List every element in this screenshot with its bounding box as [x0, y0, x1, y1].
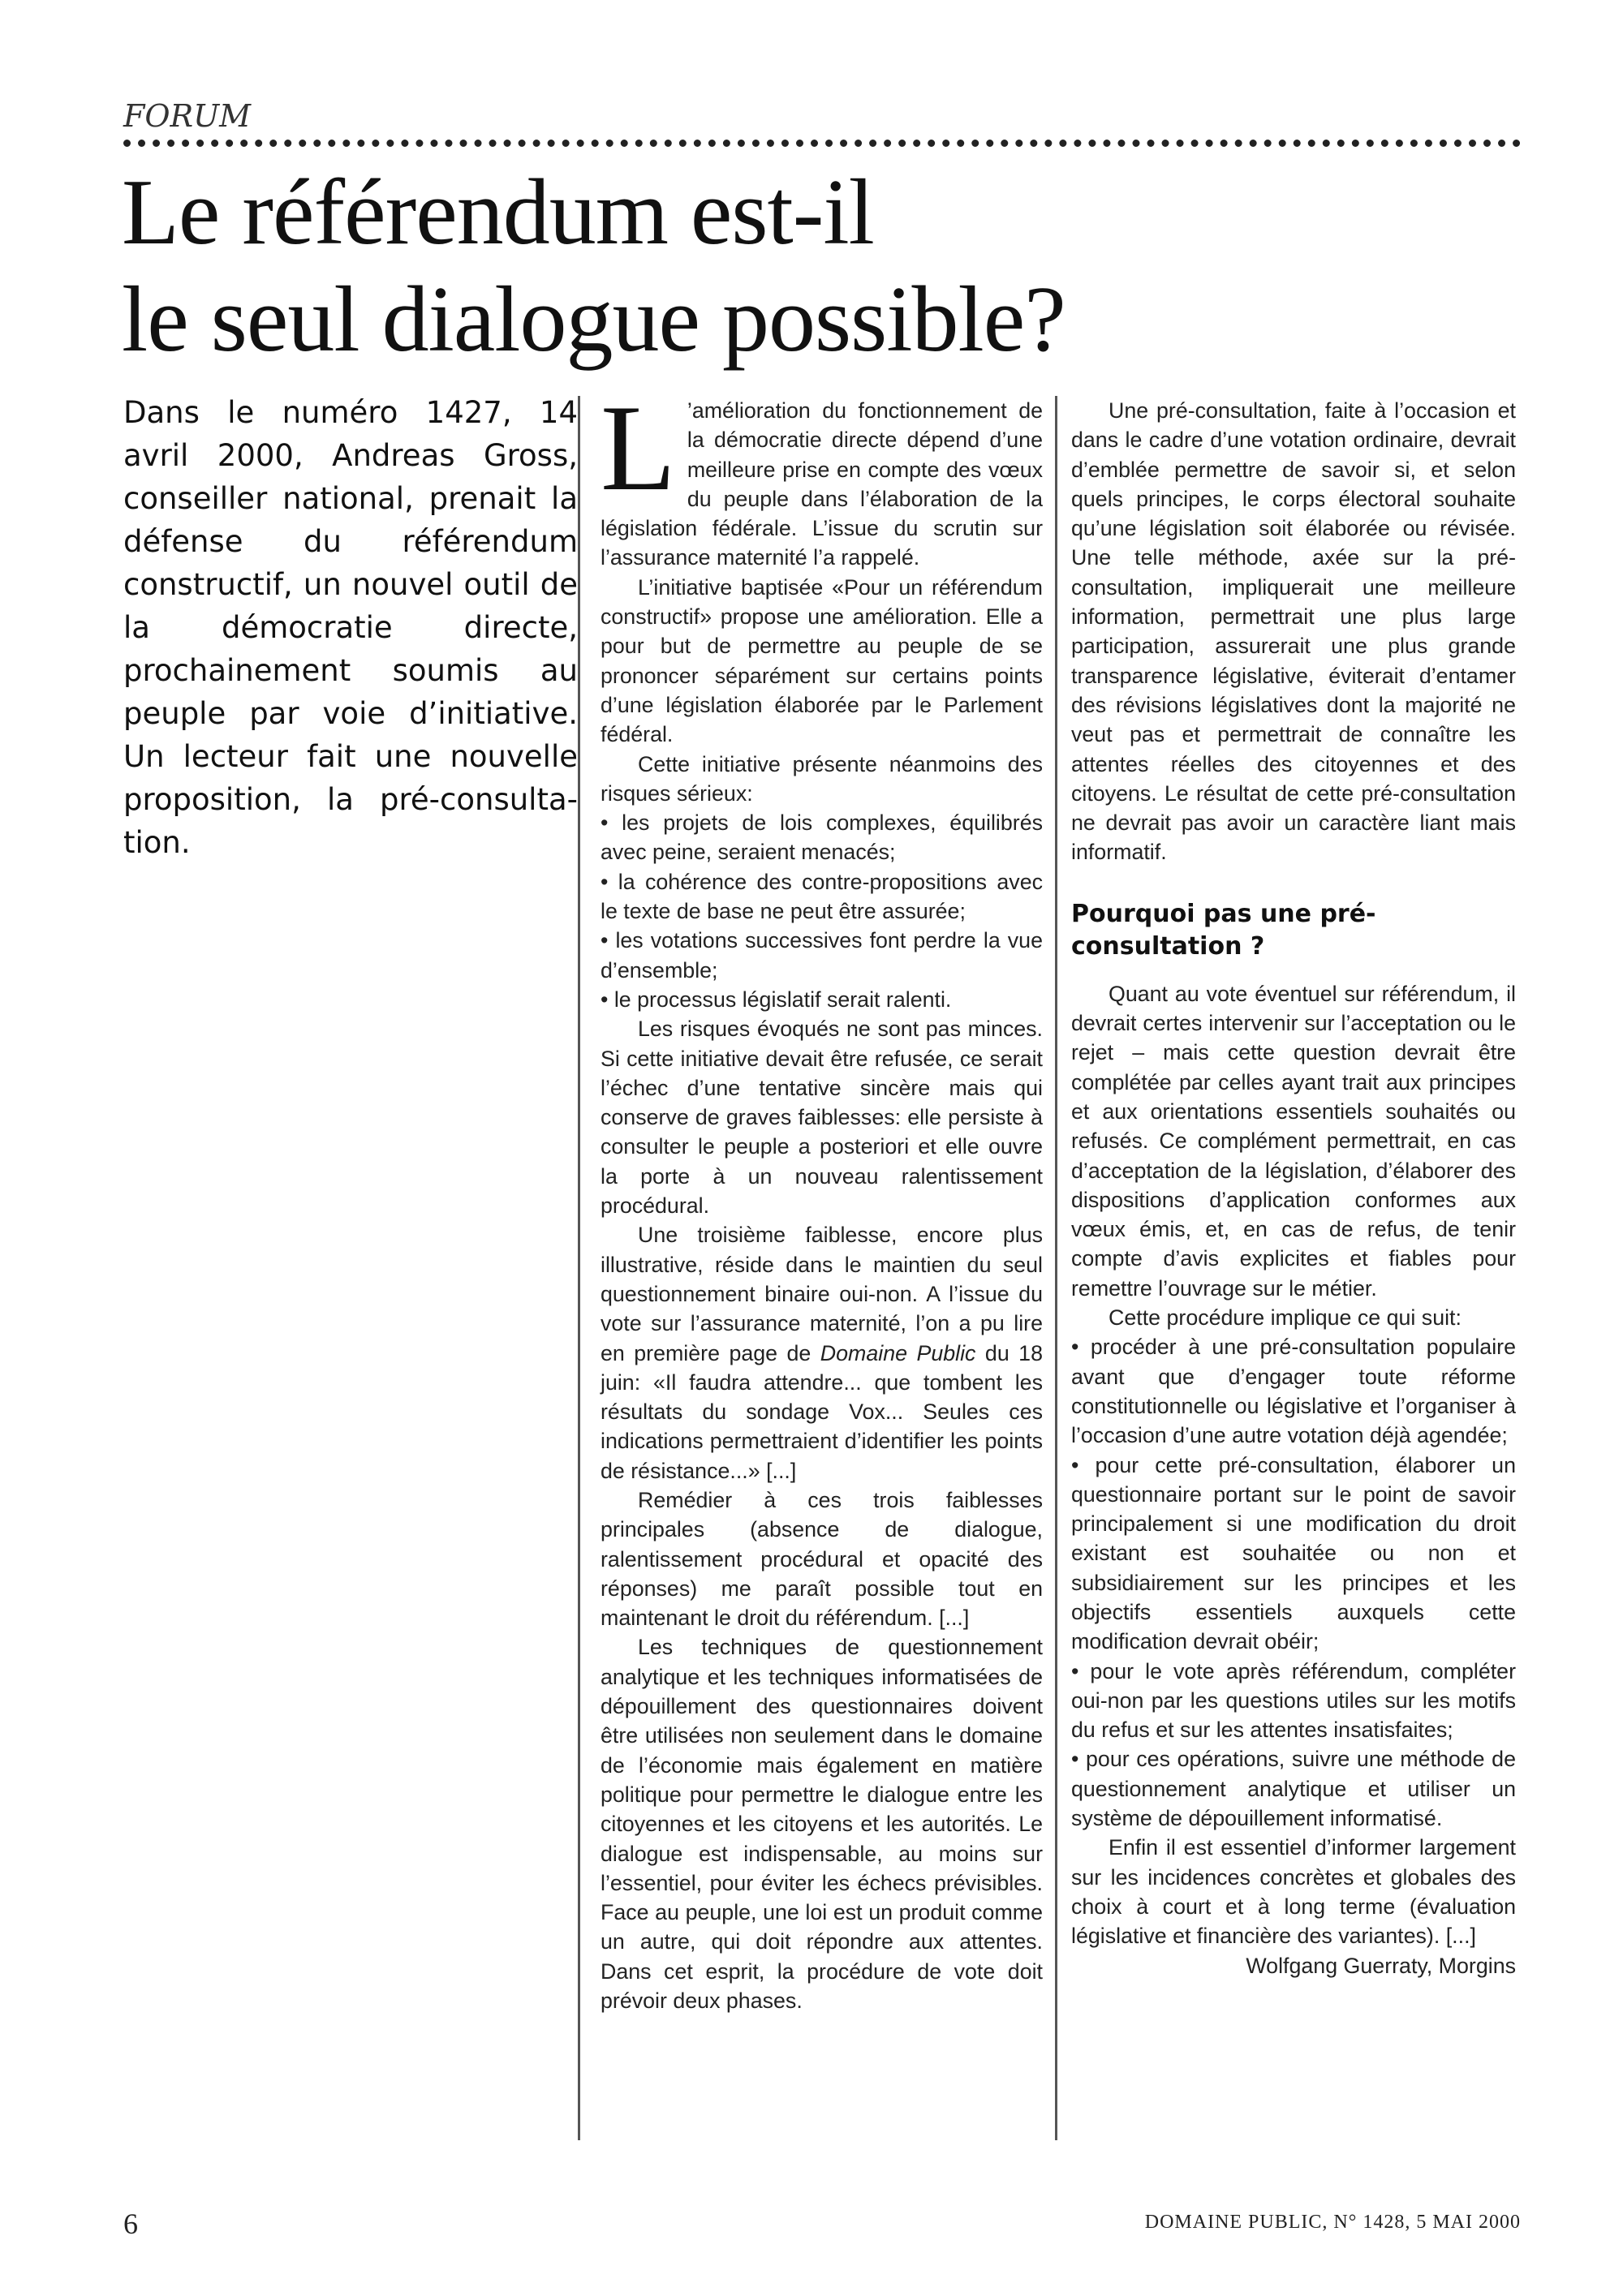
paragraph: Quant au vote éventuel sur référendum, il devrait certes intervenir sur l’acceptation ou le rejet – mais cette question devrait être complétée par celles ayant trait aux principes et aux orientations essentiels souhaités ou refusés. Ce complément permettrait, en cas d’acceptation de la législation, d’élaborer des dispositions d’application conformes aux vœux émis, et, en cas de refus, de tenir compte d’avis explicites et fiables pour remettre l’ouvrage sur le métier.	[1071, 981, 1516, 1301]
bullet-item: • pour cette pré-consultation, élaborer un questionnaire portant sur le point de savoir principalement si une modification du droit existant est souhaitée ou non et subsidiairement sur les principes et les objectifs essentiels auxquels cette modification devrait obéir;	[1071, 1452, 1516, 1654]
lede-text: Dans le numéro 1427, 14 avril 2000, Andreas Gross, conseiller national, prenait la défense du référendum constructif, un nouvel outil de la démocratie directe, prochainement soumis au peuple par voie d’initiative. Un lecteur fait une nouvelle proposition, la pré-consulta-tion.	[123, 395, 578, 860]
page-number: 6	[123, 2208, 138, 2240]
paragraph: Les techniques de questionnement analytique et les techniques informatisées de dépouillement des questionnaires doivent être utilisées non seulement dans le domaine de l’économie mais également en matière politique pour permettre le dialogue entre les citoyennes et les citoyens et les autorités. Le dialogue est indispensable, au moins sur l’essentiel, pour éviter les échecs prévisibles. Face au peuple, une loi est un produit comme un autre, qui doit répondre aux attentes. Dans cet esprit, la procédure de vote doit prévoir deux phases.	[601, 1635, 1043, 2014]
subheading: Pourquoi pas une pré-consultation ?	[1071, 899, 1376, 961]
paragraph-text: Une troisième faiblesse, encore plus illustrative, réside dans le maintien du seul questionnement binaire oui-non. A l’issue du vote sur l’assurance maternité, l’on a pu lire en première page de	[601, 1223, 1043, 1365]
paragraph	[601, 1220, 1043, 1486]
column-rule-2	[1055, 396, 1057, 2140]
drop-cap: L	[601, 380, 676, 516]
dotted-rule	[123, 140, 1521, 147]
column-rule-1	[578, 396, 580, 2140]
section-label: FORUM	[123, 98, 252, 134]
paragraph-intro	[601, 380, 1043, 573]
paragraph: Enfin il est essentiel d’informer largement sur les incidences concrètes et globales des choix à court et à long terme (évaluation législative et financière des variantes). [...]	[1071, 1835, 1516, 1949]
bullet-item: • les votations successives font perdre la vue d’ensemble;	[601, 928, 1043, 982]
author-signature: Wolfgang Guerraty, Morgins	[1246, 1953, 1516, 1978]
bullet-item: • pour le vote après référendum, compléter oui-non par les questions utiles sur les motifs du refus et sur les attentes insatisfaites;	[1071, 1658, 1516, 1743]
article-column-1	[601, 380, 1043, 2015]
publication-name: Domaine Public	[820, 1340, 976, 1365]
bullet-item: • pour ces opérations, suivre une méthode de questionnement analytique et utiliser un système de dépouillement informatisé.	[1071, 1747, 1516, 1831]
paragraph: Les risques évoqués ne sont pas minces. Si cette initiative devait être refusée, ce serait l’échec d’une tentative sincère mais qui conserve de graves faiblesses: elle persiste à consulter le peuple a posteriori et elle ouvre la porte à un nouveau ralentissement procédural.	[601, 1017, 1043, 1219]
paragraph-text: du 18 juin: «Il faudra attendre... que tombent les résultats du sondage Vox... Seules ces indications permettraient d’identifier les points de résistance...» [...]	[601, 1340, 1043, 1483]
bullet-item: • procéder à une pré-consultation populaire avant que d’engager toute réforme constitutionnelle ou législative et l’organiser à l’occasion d’une autre votation déjà agendée;	[1071, 1335, 1516, 1448]
bullet-item: • le processus législatif serait ralenti.	[601, 987, 952, 1012]
paragraph: L’initiative baptisée «Pour un référendum constructif» propose une amélioration. Elle a pour but de permettre au peuple de se prononcer séparément sur certains points d’une législation élaborée par le Parlement fédéral.	[601, 574, 1043, 747]
paragraph: Cette procédure implique ce qui suit:	[1109, 1305, 1462, 1331]
paragraph: Remédier à ces trois faiblesses principales (absence de dialogue, ralentissement procédural et opacité des réponses) me paraît possible tout en maintenant le droit du référendum. [...]	[601, 1487, 1043, 1631]
publication-footer: DOMAINE PUBLIC, N° 1428, 5 MAI 2000	[1144, 2212, 1521, 2233]
paragraph: Cette initiative présente néanmoins des risques sérieux:	[601, 751, 1043, 806]
page-title	[122, 159, 1518, 373]
title-line-2: le seul dialogue possible?	[122, 268, 1065, 372]
paragraph-intro-text: ’amélioration du fonctionnement de la démocratie directe dépend d’une meilleure prise en compte des vœux du peuple dans l’élaboration de la législation fédérale. L’issue du scrutin sur l’assurance maternité l’a rappelé.	[601, 398, 1043, 570]
bullet-item: • la cohérence des contre-propositions avec le texte de base ne peut être assurée;	[601, 869, 1043, 924]
article-column-2	[1071, 396, 1516, 1980]
paragraph: Une pré-consultation, faite à l’occasion et dans le cadre d’une votation ordinaire, devrait d’emblée permettre de savoir si, et selon quels principes, le corps électoral souhaite qu’une législation soit élaborée ou révisée. Une telle méthode, axée sur la pré-consultation, impliquerait une meilleure information, permettrait une plus large participation, assurerait une plus grande transparence législative, éviterait d’entamer des révisions législatives dont la majorité ne veut pas et permettrait de connaître les attentes réelles des citoyennes et des citoyens. Le résultat de cette pré-consultation ne devrait pas avoir un caractère liant mais informatif.	[1071, 398, 1516, 865]
title-line-1: Le référendum est-il	[122, 161, 874, 264]
bullet-item: • les projets de lois complexes, équilibrés avec peine, seraient menacés;	[601, 810, 1043, 865]
